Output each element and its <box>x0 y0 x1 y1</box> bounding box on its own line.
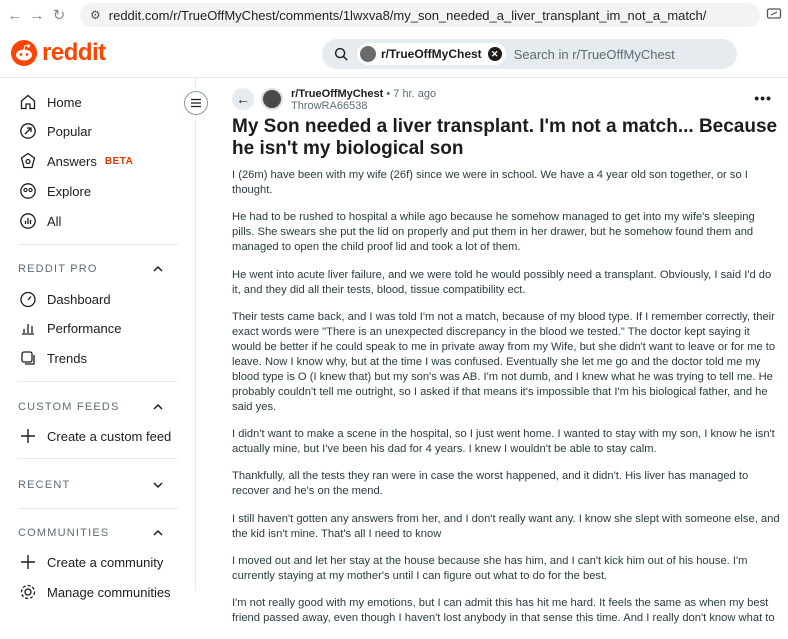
performance-icon <box>18 318 38 338</box>
logo-wordmark: reddit <box>42 39 106 66</box>
sidebar-item-label: Explore <box>47 183 92 199</box>
search-bar[interactable] <box>322 39 737 69</box>
answers-icon <box>18 151 38 171</box>
arrow-left-icon: ← <box>236 91 250 107</box>
post-paragraph: I didn't want to make a scene in the hospital, so I just went home. I wanted to stay with my son, I know he isn't actually mine, but I've been his dad for 4 years. I knew I wouldn't be able to stay calm. <box>232 428 775 456</box>
section-heading: RECENT <box>18 479 71 491</box>
popular-icon <box>18 121 38 141</box>
back-button[interactable] <box>232 88 254 110</box>
custom-feeds-section-header[interactable] <box>18 398 164 416</box>
cast-icon[interactable] <box>766 6 782 22</box>
sidebar-divider <box>18 458 178 459</box>
post-paragraph: I (26m) have been with my wife (26f) since we were in school. We have a 4 year old son together, or so I thought. <box>232 169 748 196</box>
sidebar-item-label: Create a community <box>47 554 164 570</box>
sidebar-item-performance[interactable] <box>18 316 121 340</box>
reddit-logo[interactable] <box>11 39 106 67</box>
sidebar-divider <box>18 508 178 509</box>
search-input[interactable]: Search in r/TrueOffMyChest <box>513 46 675 62</box>
more-options-icon[interactable]: ••• <box>754 90 772 106</box>
chevron-up-icon[interactable] <box>152 401 164 413</box>
gear-icon <box>18 582 38 602</box>
explore-icon <box>18 181 38 201</box>
snoo-icon <box>11 40 37 66</box>
site-settings-icon[interactable]: ⚙ <box>90 8 101 22</box>
communities-section-header[interactable] <box>18 524 164 542</box>
post-paragraph: I still haven't gotten any answers from her, and I don't really want any. I know she slept with someone else, and the kid isn't mine. That's all I need to know <box>232 512 780 540</box>
sidebar-item-label: Popular <box>47 123 92 139</box>
section-heading: CUSTOM FEEDS <box>18 401 120 413</box>
search-icon <box>334 47 349 62</box>
reddit-header <box>0 30 788 78</box>
post-body <box>232 168 780 639</box>
sidebar-item-create-community[interactable] <box>18 550 163 574</box>
post-content-area <box>196 78 788 625</box>
home-icon <box>18 92 38 112</box>
subreddit-link[interactable]: r/TrueOffMyChest <box>291 88 384 100</box>
chevron-up-icon[interactable] <box>152 263 164 275</box>
plus-icon <box>18 552 38 572</box>
post-paragraph: Their tests came back, and I was told I'm not a match, because of my blood type. If I remember correctly, their exact words were "There is an unexpected discrepancy in the blood we tested." The doctor kept saying it would be better if he could speak to me in private away from my Wife, but she didn't want to leave or for me to leave. Now I know why, but at the time I was confused. Eventually she let me go and the doctor told me my blood type is O (I knew that) but my son's was AB. I'm not dumb, and I knew what he was trying to tell me. He probably couldn't tell me outright, so I asked if that means it's impossible that I'm his biological father, and he said yes. <box>232 310 776 413</box>
sidebar-item-home[interactable] <box>18 90 82 114</box>
menu-toggle-button[interactable] <box>184 91 208 115</box>
browser-reload-icon[interactable]: ↻ <box>52 7 66 24</box>
sidebar-item-popular[interactable] <box>18 119 92 143</box>
post-paragraph: He had to be rushed to hospital a while ago because he somehow managed to get into my wife's sleeping pills. She swears she put the lid on properly and put them in her drawer, but he somehow found them and managed to open the child proof lid and took a lot of them. <box>232 211 755 254</box>
chevron-up-icon[interactable] <box>152 527 164 539</box>
sidebar-item-trends[interactable] <box>18 346 87 370</box>
all-icon <box>18 211 38 231</box>
hamburger-icon <box>190 97 202 109</box>
subreddit-avatar[interactable] <box>261 88 283 110</box>
sidebar-item-dashboard[interactable] <box>18 287 111 311</box>
post-paragraph: Thankfully, all the tests they ran were in case the worst happened, and it didn't. His liver has managed to recover and he's on the mend. <box>232 470 749 498</box>
section-heading: COMMUNITIES <box>18 527 110 539</box>
subreddit-search-chip[interactable] <box>357 43 506 65</box>
sidebar-item-all[interactable] <box>18 209 61 233</box>
sidebar-divider <box>18 244 178 245</box>
dashboard-icon <box>18 289 38 309</box>
post-paragraph: He went into acute liver failure, and we were told he would possibly need a transplant. Obviously, I said I'd do it, and they did all their tests, blood, tissue compatibility ect. <box>232 268 772 296</box>
sidebar-item-label: Dashboard <box>47 291 111 307</box>
plus-icon <box>18 426 38 446</box>
sidebar-divider <box>18 381 178 382</box>
reddit-pro-section-header[interactable] <box>18 260 164 278</box>
sidebar-item-label: All <box>47 213 62 229</box>
sidebar-item-explore[interactable] <box>18 179 91 203</box>
post-paragraph: I'm not really good with my emotions, but I can admit this has hit me hard. It feels the same as when my best friend passed away, even though I haven't lost anybody in that sense this time. And I really don't know what to <box>232 597 775 625</box>
browser-back-icon[interactable]: ← <box>7 6 23 24</box>
sidebar-item-label: Answers <box>47 153 97 169</box>
subreddit-avatar <box>360 46 376 62</box>
browser-forward-icon[interactable]: → <box>29 6 45 24</box>
section-heading: REDDIT PRO <box>18 263 98 275</box>
sidebar-item-label: Create a custom feed <box>47 428 172 444</box>
sidebar-item-label: Trends <box>47 350 87 366</box>
sidebar-item-answers[interactable] <box>18 149 133 173</box>
sidebar-item-label: Manage communities <box>47 584 171 600</box>
sidebar-item-label: Performance <box>47 320 122 336</box>
beta-badge: BETA <box>104 155 134 167</box>
left-sidebar <box>0 78 196 600</box>
browser-toolbar <box>0 0 788 30</box>
post-meta <box>291 88 436 100</box>
trends-icon <box>18 348 38 368</box>
post-time: • 7 hr. ago <box>386 88 437 100</box>
sidebar-item-label: Home <box>47 94 82 110</box>
sidebar-item-create-custom-feed[interactable] <box>18 424 171 448</box>
recent-section-header[interactable] <box>18 476 164 494</box>
url-text: reddit.com/r/TrueOffMyChest/comments/1lwxva8/my_son_needed_a_liver_transplant_im_not_a_match/ <box>108 7 707 23</box>
post-title: My Son needed a liver transplant. I'm not a match... Because he isn't my biological son <box>232 116 778 159</box>
author-link[interactable]: ThrowRA66538 <box>291 100 368 112</box>
post-paragraph: I moved out and let her stay at the house because she has him, and I can't kick him out of his house. I'm currently staying at my mother's until I can figure out what to do for the best. <box>232 555 748 583</box>
sidebar-item-manage-communities[interactable] <box>18 580 171 604</box>
chevron-down-icon[interactable] <box>152 479 164 491</box>
address-bar[interactable] <box>80 3 760 27</box>
close-icon[interactable]: ✕ <box>488 47 502 61</box>
chip-label: r/TrueOffMyChest <box>381 47 482 61</box>
